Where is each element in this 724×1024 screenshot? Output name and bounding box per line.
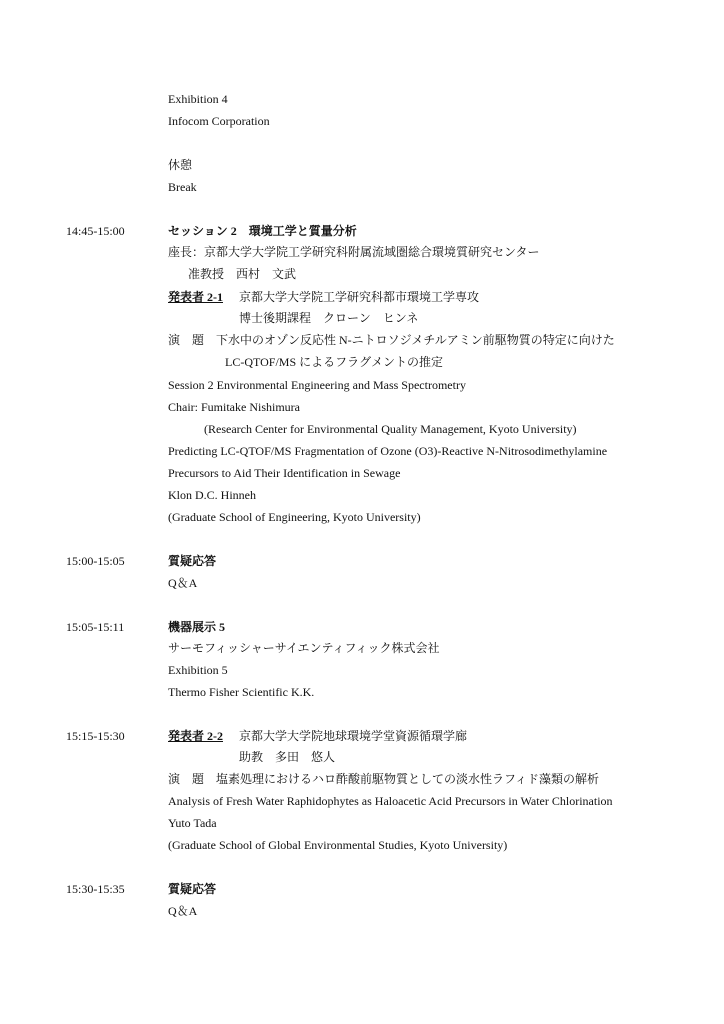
break-en: Break (168, 180, 197, 194)
talk22-time: 15:15-15:30 (66, 729, 125, 743)
break-jp: 休憩 (168, 158, 193, 172)
presenter-2-2-affiliation: 京都大学大学院地球環境学堂資源循環学廊 (239, 729, 468, 743)
presenter-2-2-english-topic: Analysis of Fresh Water Raphidophytes as Haloacetic Acid Precursors in Water Chlorination (168, 794, 613, 808)
presenter-2-1-english-topic-line2: Precursors to Aid Their Identification in Sewage (168, 466, 401, 480)
session2-chair-line1: 座長：京都大学大学院工学研究科附属流域圏総合環境質研究センター (168, 245, 540, 259)
qa2-time: 15:30-15:35 (66, 882, 125, 896)
exhibition5-company: Thermo Fisher Scientific K.K. (168, 685, 315, 699)
presenter-2-2-english-affiliation: (Graduate School of Global Environmental Studies, Kyoto University) (168, 838, 508, 852)
exhibition5-title: Exhibition 5 (168, 663, 228, 677)
session2-english-chair-affiliation: (Research Center for Environmental Quality Management, Kyoto University) (204, 422, 577, 436)
presenter-2-1-topic-line2: LC-QTOF/MS によるフラグメントの推定 (225, 355, 444, 369)
qa1-sub: Q＆A (168, 576, 198, 590)
presenter-2-1-english-name: Klon D.C. Hinneh (168, 488, 256, 502)
session2-chair-line2: 准教授 西村 文武 (188, 267, 297, 281)
presenter-2-2-label: 発表者 2-2 (168, 729, 223, 743)
exhibition4-title: Exhibition 4 (168, 92, 228, 106)
session2-english-title: Session 2 Environmental Engineering and Mass Spectrometry (168, 378, 466, 392)
presenter-2-1-name: 博士後期課程 クローン ヒンネ (239, 311, 419, 325)
exhibition5-company-jp: サーモフィッシャーサイエンティフィック株式会社 (168, 641, 440, 655)
qa1-time: 15:00-15:05 (66, 554, 125, 568)
session2-time: 14:45-15:00 (66, 224, 125, 238)
presenter-2-1-topic-line1: 演 題 下水中のオゾン反応性 N-ニトロソジメチルアミン前駆物質の特定に向けた (168, 333, 615, 347)
presenter-2-2-topic: 演 題 塩素処理におけるハロ酢酸前駆物質としての淡水性ラフィド藻類の解析 (168, 772, 600, 786)
presenter-2-2-english-name: Yuto Tada (168, 816, 217, 830)
presenter-2-1-english-affiliation: (Graduate School of Engineering, Kyoto University) (168, 510, 421, 524)
session2-heading: セッション 2 環境工学と質量分析 (168, 224, 357, 238)
qa1-heading: 質疑応答 (168, 554, 217, 568)
presenter-2-1-affiliation: 京都大学大学院工学研究科都市環境工学専攻 (239, 290, 480, 304)
qa2-heading: 質疑応答 (168, 882, 217, 896)
exhibition5-heading: 機器展示 5 (168, 620, 226, 634)
presenter-2-1-label: 発表者 2-1 (168, 290, 223, 304)
presenter-2-2-name: 助教 多田 悠人 (239, 750, 336, 764)
session2-english-chair: Chair: Fumitake Nishimura (168, 400, 300, 414)
exhibition5-time: 15:05-15:11 (66, 620, 125, 634)
qa2-sub: Q＆A (168, 904, 198, 918)
exhibition4-company: Infocom Corporation (168, 114, 270, 128)
presenter-2-1-english-topic-line1: Predicting LC-QTOF/MS Fragmentation of Ozone (O3)-Reactive N-Nitrosodimethylamine (168, 444, 608, 458)
